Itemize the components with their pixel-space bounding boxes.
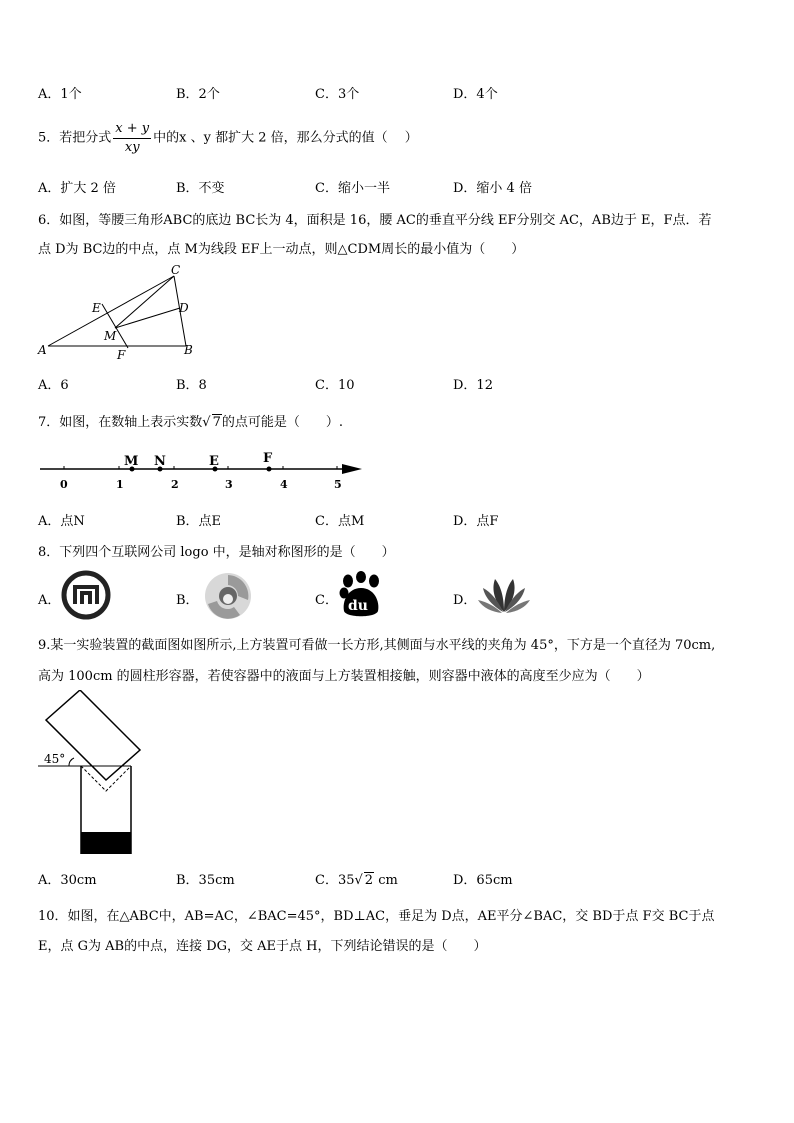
q8-logo-b-belly-icon [223, 594, 233, 604]
q7-arrow-icon [342, 464, 362, 474]
q9-angle-label: 45° [44, 752, 66, 766]
q8-logo-b [200, 570, 256, 622]
q10-line2: E，点 G为 AB的中点，连接 DG，交 AE于点 H，下列结论错误的是（ ） [38, 939, 487, 954]
q4-option-b: B．2个 [176, 87, 220, 102]
q5-text-after: 中的x 、y 都扩大 2 倍，那么分式的值（ ） [153, 130, 418, 146]
q8-logo-a [60, 570, 112, 620]
q7-tick-label-0: 0 [60, 478, 68, 491]
q8-logo-a-mark-icon [75, 587, 97, 604]
q7-sqrt: √ 7 [202, 415, 221, 430]
q7-text-after: 的点可能是（ ）. [221, 415, 343, 430]
q7-text-before: 7．如图，在数轴上表示实数 [38, 415, 203, 430]
q5-fraction [113, 120, 151, 157]
q6-label-f: F [117, 348, 126, 362]
q9-line2: 高为 100cm 的圆柱形容器，若使容器中的液面与上方装置相接触，则容器中液体的高度至少应为（ ） [38, 669, 650, 684]
q7-point-f [267, 467, 272, 472]
q8-option-a: A． [38, 593, 61, 608]
q6-triangle-figure [34, 264, 204, 364]
q7-number-line [36, 448, 366, 494]
q7-option-b: B．点E [176, 514, 222, 529]
q6-segment-cm [115, 276, 174, 328]
q7-label-n: N [154, 454, 166, 469]
q7-tick-label-1: 1 [116, 478, 124, 491]
q9-option-c-radicand: 2 [364, 873, 374, 888]
q6-label-b: B [184, 343, 193, 357]
q9-option-c [315, 869, 398, 888]
q6-option-d: D．12 [453, 378, 493, 393]
q7-question [38, 411, 343, 430]
q9-option-b: B．35cm [176, 873, 235, 888]
q9-option-d: D．65cm [453, 873, 513, 888]
q6-label-d: D [179, 301, 189, 315]
q7-tick-label-4: 4 [280, 478, 288, 491]
q9-option-a: A．30cm [38, 873, 97, 888]
q9-dashed-corner [81, 766, 131, 791]
q7-label-e: E [209, 454, 219, 469]
q8-logo-c-toe2-icon [356, 571, 366, 583]
q6-line1: 6．如图，等腰三角形ABC的底边 BC长为 4，面积是 16，腰 AC的垂直平分线 EF分别交 AC，AB边于 E，F点．若 [38, 213, 712, 228]
q5-option-c: C．缩小一半 [315, 181, 390, 196]
q7-option-a: A．点N [38, 514, 85, 529]
q5-text-before: 5．若把分式 [38, 130, 112, 146]
q6-option-c: C．10 [315, 378, 355, 393]
q8-logo-c-toe3-icon [369, 575, 379, 588]
q5-option-a: A．扩大 2 倍 [38, 181, 116, 196]
q9-liquid [81, 832, 131, 854]
q9-line1: 9.某一实验装置的截面图如图所示,上方装置可看做一长方形,其侧面与水平线的夹角为 45°，下方是一个直径为 70cm, [38, 638, 716, 653]
q6-segment-md [115, 308, 180, 328]
q7-option-c: C．点M [315, 514, 365, 529]
q6-option-b: B．8 [176, 378, 207, 393]
q8-logo-c [338, 571, 384, 619]
q6-label-e: E [92, 301, 101, 315]
q8-logo-c-toe1-icon [343, 575, 353, 588]
q8-option-c: C． [315, 593, 338, 608]
q6-label-m: M [104, 329, 117, 343]
q6-label-c: C [171, 264, 181, 277]
q8-option-d: D． [453, 593, 477, 608]
q7-tick-label-3: 3 [225, 478, 233, 491]
q9-angle-arc [69, 758, 74, 766]
q5-option-d: D．缩小 4 倍 [453, 181, 532, 196]
q9-option-c-label: C．35 [315, 873, 355, 888]
q8-question: 8．下列四个互联网公司 logo 中，是轴对称图形的是（ ） [38, 545, 395, 560]
q7-option-d: D．点F [453, 514, 499, 529]
q5-frac-den: xy [124, 140, 140, 155]
q8-logo-c-text: du [348, 598, 368, 614]
q7-tick-label-2: 2 [171, 478, 179, 491]
q9-option-c-sqrt: √ 2 [354, 873, 374, 888]
q7-label-f: F [263, 451, 273, 466]
q6-label-a: A [38, 343, 47, 357]
q9-option-c-unit: cm [378, 873, 398, 888]
q9-apparatus-figure [36, 690, 146, 856]
q7-tick-label-5: 5 [334, 478, 342, 491]
q8-logo-d [477, 576, 531, 614]
q5-option-b: B．不变 [176, 181, 225, 196]
q6-line2: 点 D为 BC边的中点，点 M为线段 EF上一动点，则△CDM周长的最小值为（ ） [38, 242, 525, 257]
q7-label-m: M [124, 454, 139, 469]
q10-line1: 10．如图，在△ABC中，AB=AC，∠BAC=45°，BD⊥AC，垂足为 D点，AE平分∠BAC，交 BD于点 F交 BC于点 [38, 909, 715, 924]
q4-option-a: A．1个 [38, 87, 82, 102]
q5-question [38, 120, 418, 157]
q4-option-c: C．3个 [315, 87, 360, 102]
q6-option-a: A．6 [38, 378, 69, 393]
q8-option-b: B． [176, 593, 199, 608]
q5-frac-num: x + y [113, 120, 151, 139]
q4-option-d: D．4个 [453, 87, 498, 102]
q7-radicand: 7 [212, 415, 221, 430]
